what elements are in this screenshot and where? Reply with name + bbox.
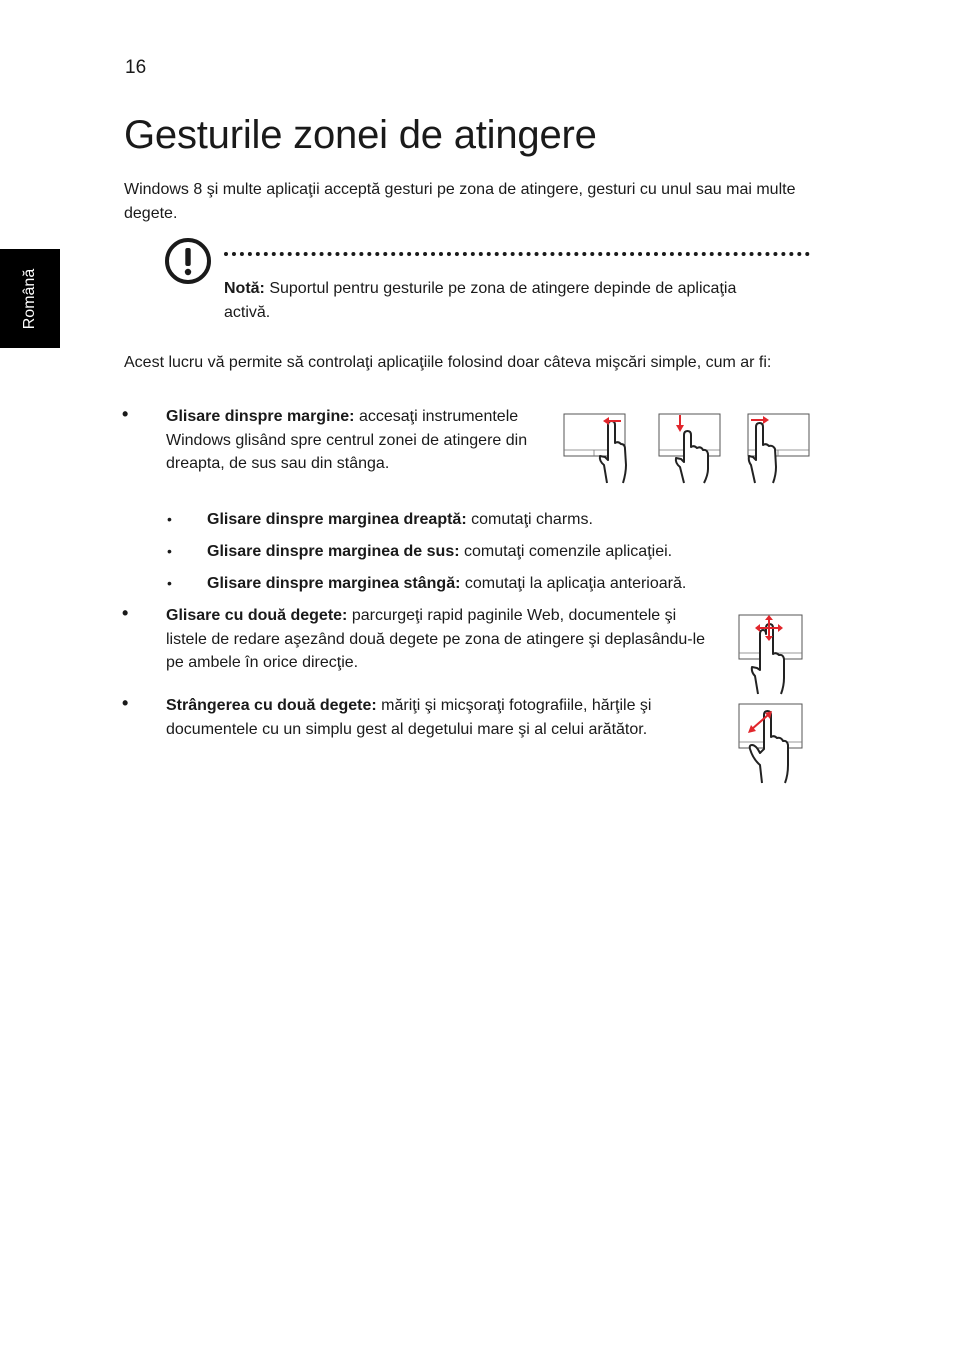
swipe-top-edge-icon bbox=[658, 413, 722, 485]
note-text bbox=[224, 277, 784, 324]
bullet-marker: • bbox=[122, 693, 129, 713]
sub-bullet-marker: • bbox=[167, 511, 172, 527]
gesture-title: Glisare dinspre margine: bbox=[166, 408, 355, 425]
pinch-zoom-icon bbox=[738, 703, 804, 785]
gesture-title: Strângerea cu două degete: bbox=[166, 697, 377, 714]
bullet-marker: • bbox=[122, 603, 129, 623]
exclamation-circle-icon bbox=[163, 236, 213, 286]
language-tab bbox=[0, 249, 60, 348]
page-number: 16 bbox=[125, 57, 147, 78]
gesture-text: parcurgeţi rapid paginile Web, documentele şi listele de redare aşezând două degete pe zona de atingere şi deplasându-le pe ambele în orice direcţie. bbox=[166, 607, 706, 671]
gesture-item-two-finger-scroll bbox=[166, 604, 716, 675]
swipe-right-edge-icon bbox=[563, 413, 627, 485]
sub-bullet-marker: • bbox=[167, 543, 172, 559]
gesture-item-edge-swipe bbox=[166, 405, 544, 476]
page-title: Gesturile zonei de atingere bbox=[124, 113, 597, 157]
gesture-text: accesaţi instrumentele Windows glisând spre centrul zonei de atingere din dreapta, de sus sau din stânga. bbox=[166, 408, 528, 472]
note-label: Notă: bbox=[224, 280, 265, 297]
sub-item-title: Glisare dinspre marginea de sus: bbox=[207, 543, 460, 560]
sub-item-title: Glisare dinspre marginea stângă: bbox=[207, 575, 461, 592]
sub-item-right-edge bbox=[207, 508, 817, 532]
language-tab-label: Română bbox=[21, 268, 38, 329]
intro-paragraph: Windows 8 şi multe aplicaţii acceptă gesturi pe zona de atingere, gesturi cu unul sau mai multe degete. bbox=[124, 181, 796, 222]
gesture-item-pinch bbox=[166, 694, 716, 741]
sub-item-text: comutaţi comenzile aplicaţiei. bbox=[459, 543, 673, 560]
note-divider bbox=[224, 252, 810, 256]
sub-item-text: comutaţi charms. bbox=[466, 511, 593, 528]
swipe-left-edge-icon bbox=[747, 413, 811, 485]
note-body: Suportul pentru gesturile pe zona de atingere depinde de aplicaţia activă. bbox=[224, 280, 737, 321]
sub-item-left-edge bbox=[207, 572, 817, 596]
lead-paragraph: Acest lucru vă permite să controlaţi aplicaţiile folosind doar câteva mişcări simple, cum ar fi: bbox=[124, 354, 772, 371]
sub-item-text: comutaţi la aplicaţia anterioară. bbox=[460, 575, 687, 592]
sub-bullet-marker: • bbox=[167, 575, 172, 591]
bullet-marker: • bbox=[122, 404, 129, 424]
sub-item-top-edge bbox=[207, 540, 817, 564]
two-finger-scroll-icon bbox=[738, 614, 804, 696]
sub-item-title: Glisare dinspre marginea dreaptă: bbox=[207, 511, 467, 528]
gesture-title: Glisare cu două degete: bbox=[166, 607, 348, 624]
gesture-text: măriţi şi micşoraţi fotografiile, hărţile şi documentele cu un simplu gest al degetului mare şi al celui arătător. bbox=[166, 697, 652, 738]
